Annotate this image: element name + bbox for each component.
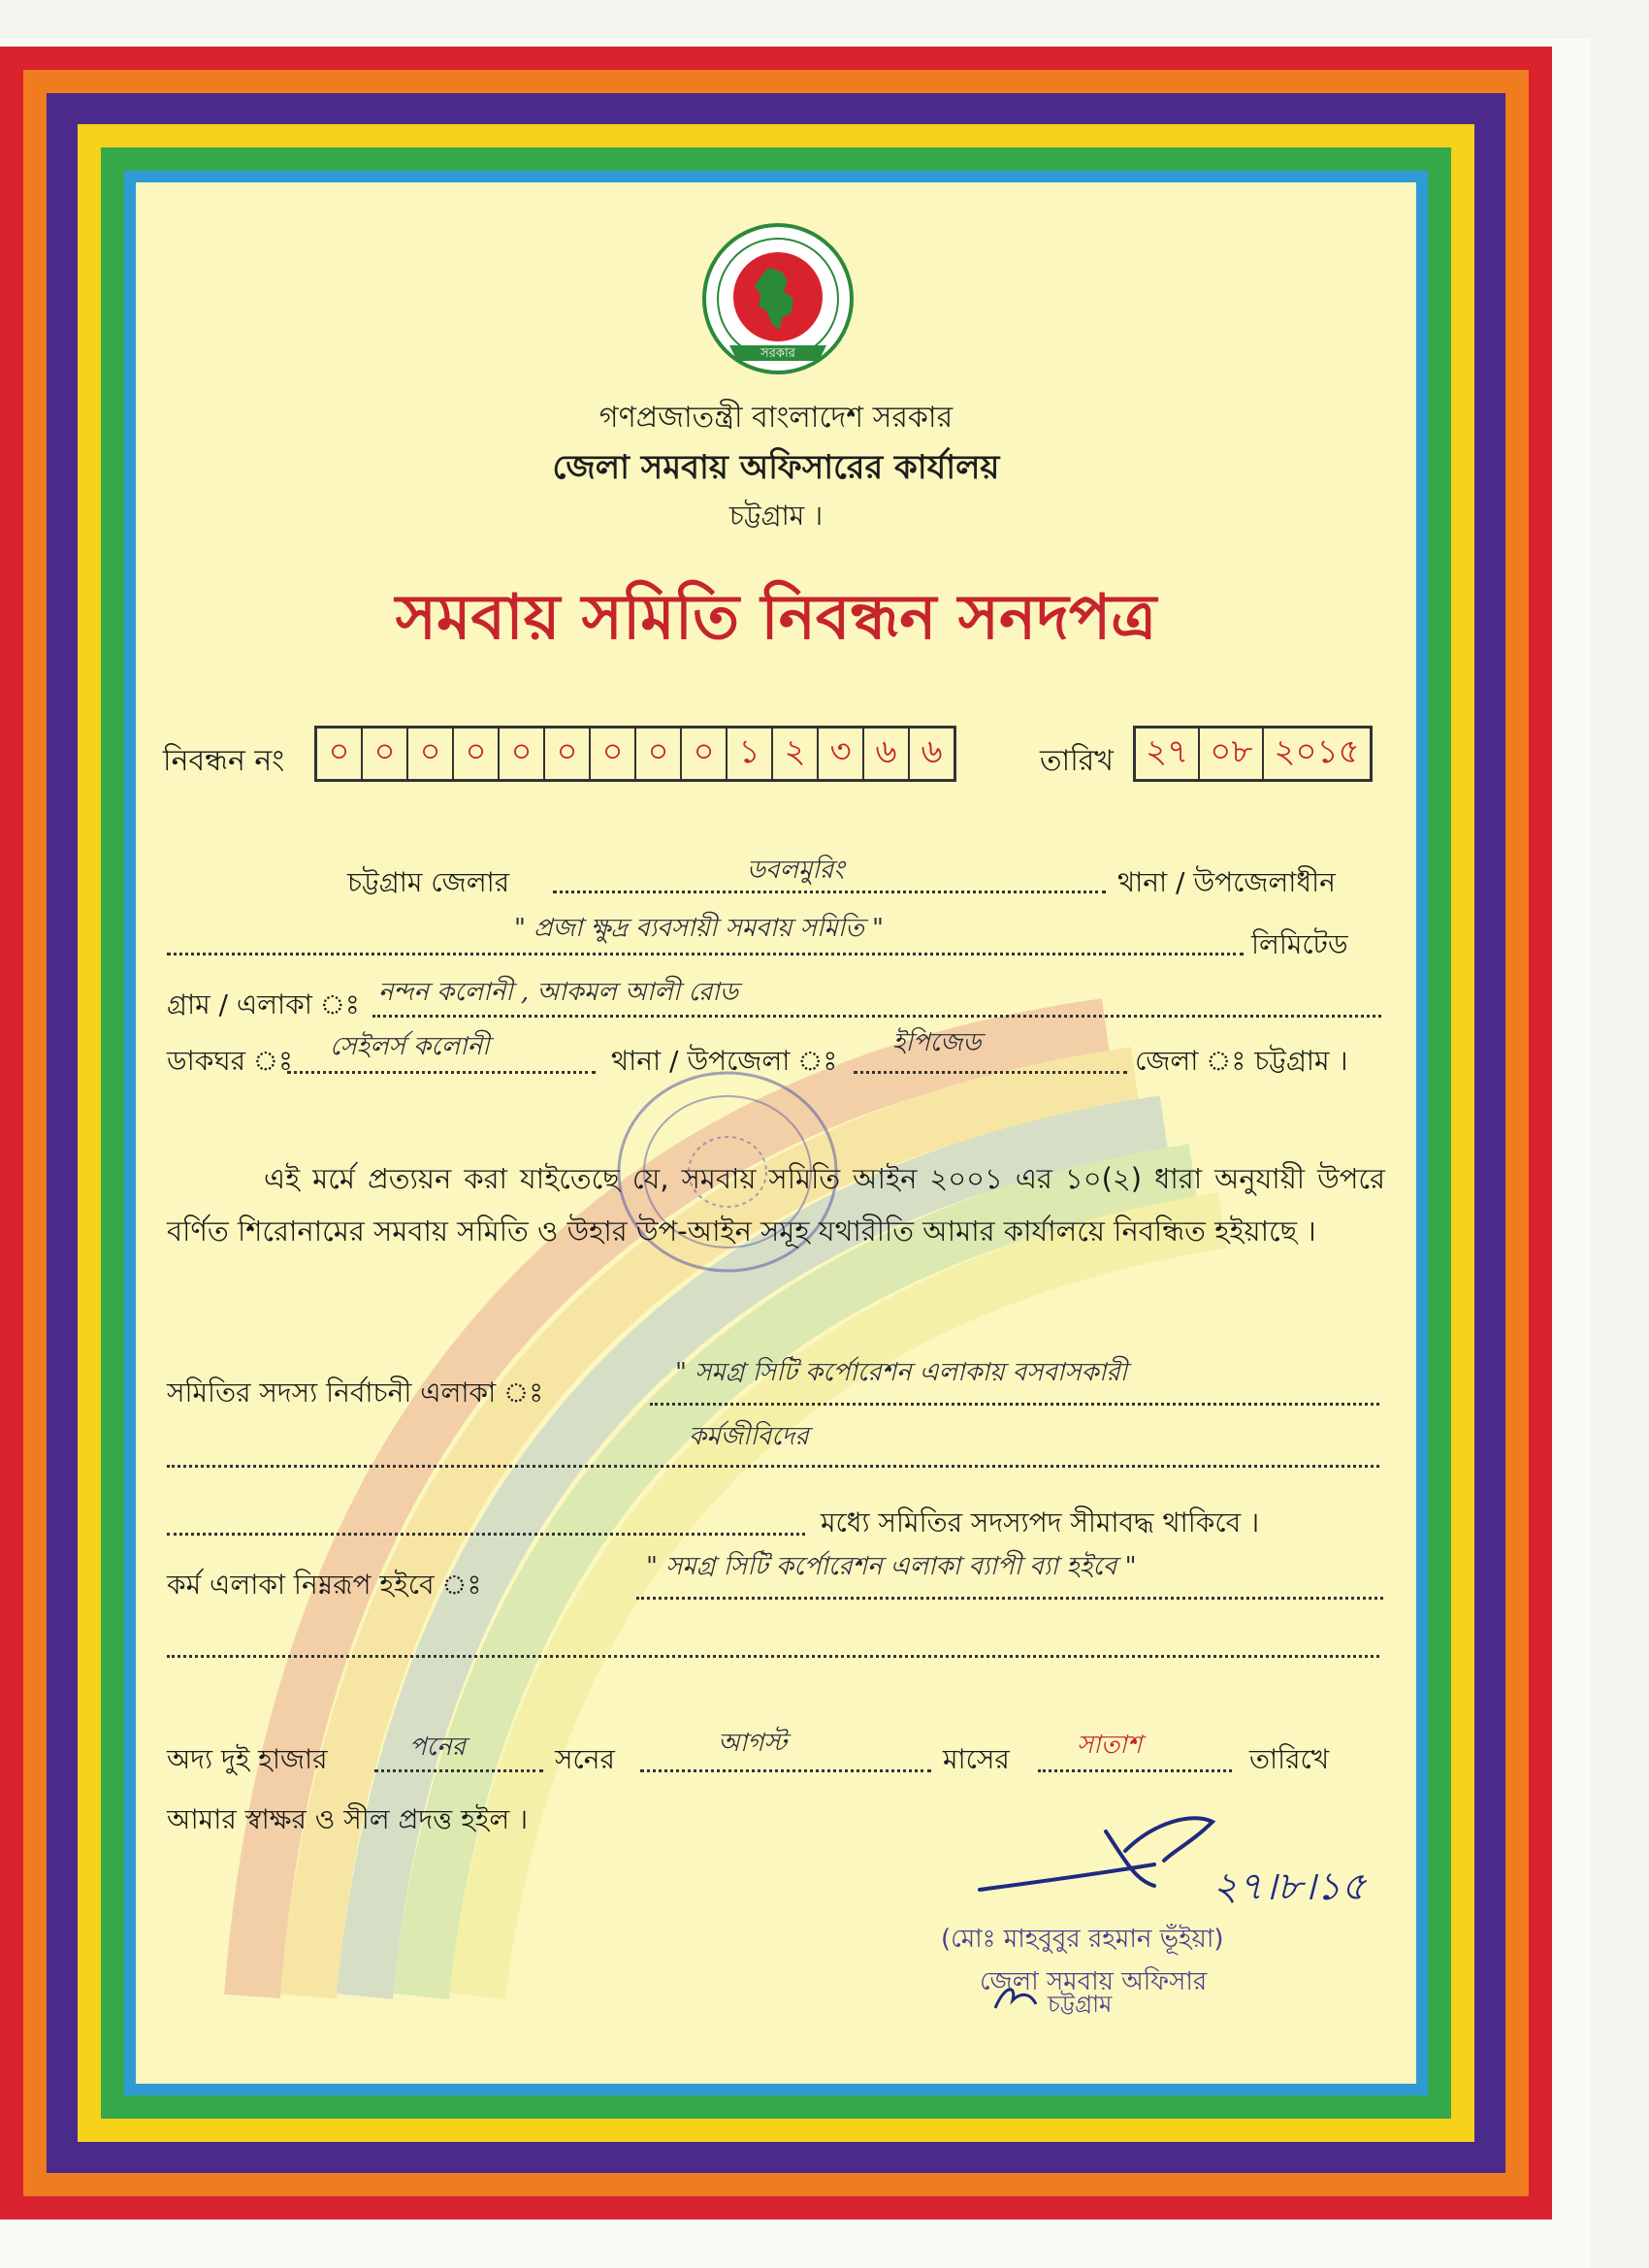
officer-title: জেলা সমবায় অফিসার xyxy=(980,1967,1208,1996)
thana-value: ডবলমুরিং xyxy=(747,856,845,885)
office-name: জেলা সমবায় অফিসারের কার্যালয় xyxy=(552,448,1000,487)
registration-digit: ১ xyxy=(728,729,773,779)
day-dotted-line xyxy=(1038,1767,1232,1772)
thana2-value: ইপিজেড xyxy=(892,1028,982,1057)
registration-number-box xyxy=(314,726,956,782)
work-area-dotted-line-2 xyxy=(167,1653,1379,1658)
government-seal-icon xyxy=(700,221,856,376)
registration-digit: ২ xyxy=(773,729,819,779)
membership-dotted-line-2 xyxy=(167,1463,1379,1468)
membership-dotted-line-3 xyxy=(167,1531,805,1536)
village-value: নন্দন কলোনী , আকমল আলী রোড xyxy=(378,978,738,1007)
thana2-dotted-line xyxy=(854,1069,1127,1074)
registration-digit: ০ xyxy=(317,729,363,779)
certification-paragraph: এই মর্মে প্রত্যয়ন করা যাইতেছে যে, সমবায় সমিতি আইন ২০০১ এর ১০(২) ধারা অনুযায়ী উপরে বর্ণিত শিরোনামের সমবায় সমিতি ও উহার উপ-আইন সমূহ যথারীতি আমার কার্যালয়ে নিবন্ধিত হইয়াছে । xyxy=(167,1162,1385,1247)
registration-digit: ৬ xyxy=(864,729,910,779)
membership-restriction: মধ্যে সমিতির সদস্যপদ সীমাবদ্ধ থাকিবে । xyxy=(821,1507,1260,1539)
page-title: সমবায় সমিতি নিবন্ধন সনদপত্র xyxy=(395,581,1157,654)
membership-value-line1: " সমগ্র সিটি কর্পোরেশন এলাকায় বসবাসকারী xyxy=(675,1358,1128,1387)
svg-text:সরকার: সরকার xyxy=(760,346,795,361)
post-office-value: সেইলর্স কলোনী xyxy=(330,1032,490,1061)
dated-prefix: অদ্য দুই হাজার xyxy=(167,1743,328,1775)
thana-suffix: থানা / উপজেলাধীন xyxy=(1117,866,1336,898)
officer-place: চট্টগ্রাম xyxy=(1048,1991,1113,2018)
registration-digit: ০ xyxy=(545,729,591,779)
certificate-body xyxy=(136,182,1416,2084)
maser-label: মাসের xyxy=(943,1743,1010,1775)
initial-signature xyxy=(991,1979,1040,2018)
work-area-dotted-line-1 xyxy=(636,1595,1383,1600)
month-value: আগস্ট xyxy=(718,1729,787,1758)
date-label: তারিখ xyxy=(1040,744,1114,778)
government-name: গণপ্রজাতন্ত্রী বাংলাদেশ সরকার xyxy=(598,401,954,435)
day-value: সাতাশ xyxy=(1077,1731,1143,1760)
registration-label: নিবন্ধন নং xyxy=(163,744,285,778)
registration-digit: ০ xyxy=(591,729,636,779)
society-name-dotted-line xyxy=(167,951,1244,956)
registration-digit: ০ xyxy=(636,729,682,779)
registration-date-part: ২৭ xyxy=(1136,729,1200,779)
month-dotted-line xyxy=(640,1767,931,1772)
closing-statement: আমার স্বাক্ষর ও সীল প্রদত্ত হইল । xyxy=(167,1803,529,1835)
year-value: পনের xyxy=(409,1733,466,1762)
office-location: চট্টগ্রাম । xyxy=(728,500,824,532)
society-name: " প্রজা ক্ষুদ্র ব্যবসায়ী সমবায় সমিতি " xyxy=(514,914,884,943)
registration-digit: ০ xyxy=(363,729,408,779)
registration-date-part: ০৮ xyxy=(1200,729,1264,779)
registration-digit: ০ xyxy=(454,729,500,779)
thana2-label: থানা / উপজেলা ঃ xyxy=(611,1045,838,1077)
registration-date-part: ২০১৫ xyxy=(1274,731,1360,771)
registration-date-box xyxy=(1133,726,1373,782)
sanar-label: সনের xyxy=(555,1743,615,1775)
work-area-value: " সমগ্র সিটি কর্পোরেশন এলাকা ব্যাপী ব্যা হইবে " xyxy=(646,1552,1137,1581)
limited-label: লিমিটেড xyxy=(1251,928,1348,960)
village-label: গ্রাম / এলাকা ঃ xyxy=(167,988,360,1021)
membership-dotted-line-1 xyxy=(650,1401,1379,1406)
registration-digit: ০ xyxy=(408,729,454,779)
district2-label: জেলা ঃ চট্টগ্রাম । xyxy=(1135,1045,1348,1077)
officer-name: (মোঃ মাহবুবুর রহমান ভূঁইয়া) xyxy=(941,1925,1224,1954)
post-office-dotted-line xyxy=(287,1069,596,1074)
signature-date: ২৭।৮।১৫ xyxy=(1212,1864,1367,1909)
registration-digit: ০ xyxy=(682,729,728,779)
registration-digit: ০ xyxy=(500,729,545,779)
work-area-label: কর্ম এলাকা নিম্নরূপ হইবে ঃ xyxy=(167,1569,482,1601)
registration-digit: ৩ xyxy=(819,729,864,779)
officer-signature xyxy=(960,1793,1416,1928)
registration-digit: ৬ xyxy=(921,731,943,771)
membership-label: সমিতির সদস্য নির্বাচনী এলাকা ঃ xyxy=(167,1377,544,1409)
post-office-label: ডাকঘর ঃ xyxy=(167,1045,293,1077)
tarikhe-label: তারিখে xyxy=(1249,1743,1330,1775)
district-label: চট্টগ্রাম জেলার xyxy=(347,866,510,898)
membership-value-line2: কর্মজীবিদের xyxy=(689,1422,809,1451)
